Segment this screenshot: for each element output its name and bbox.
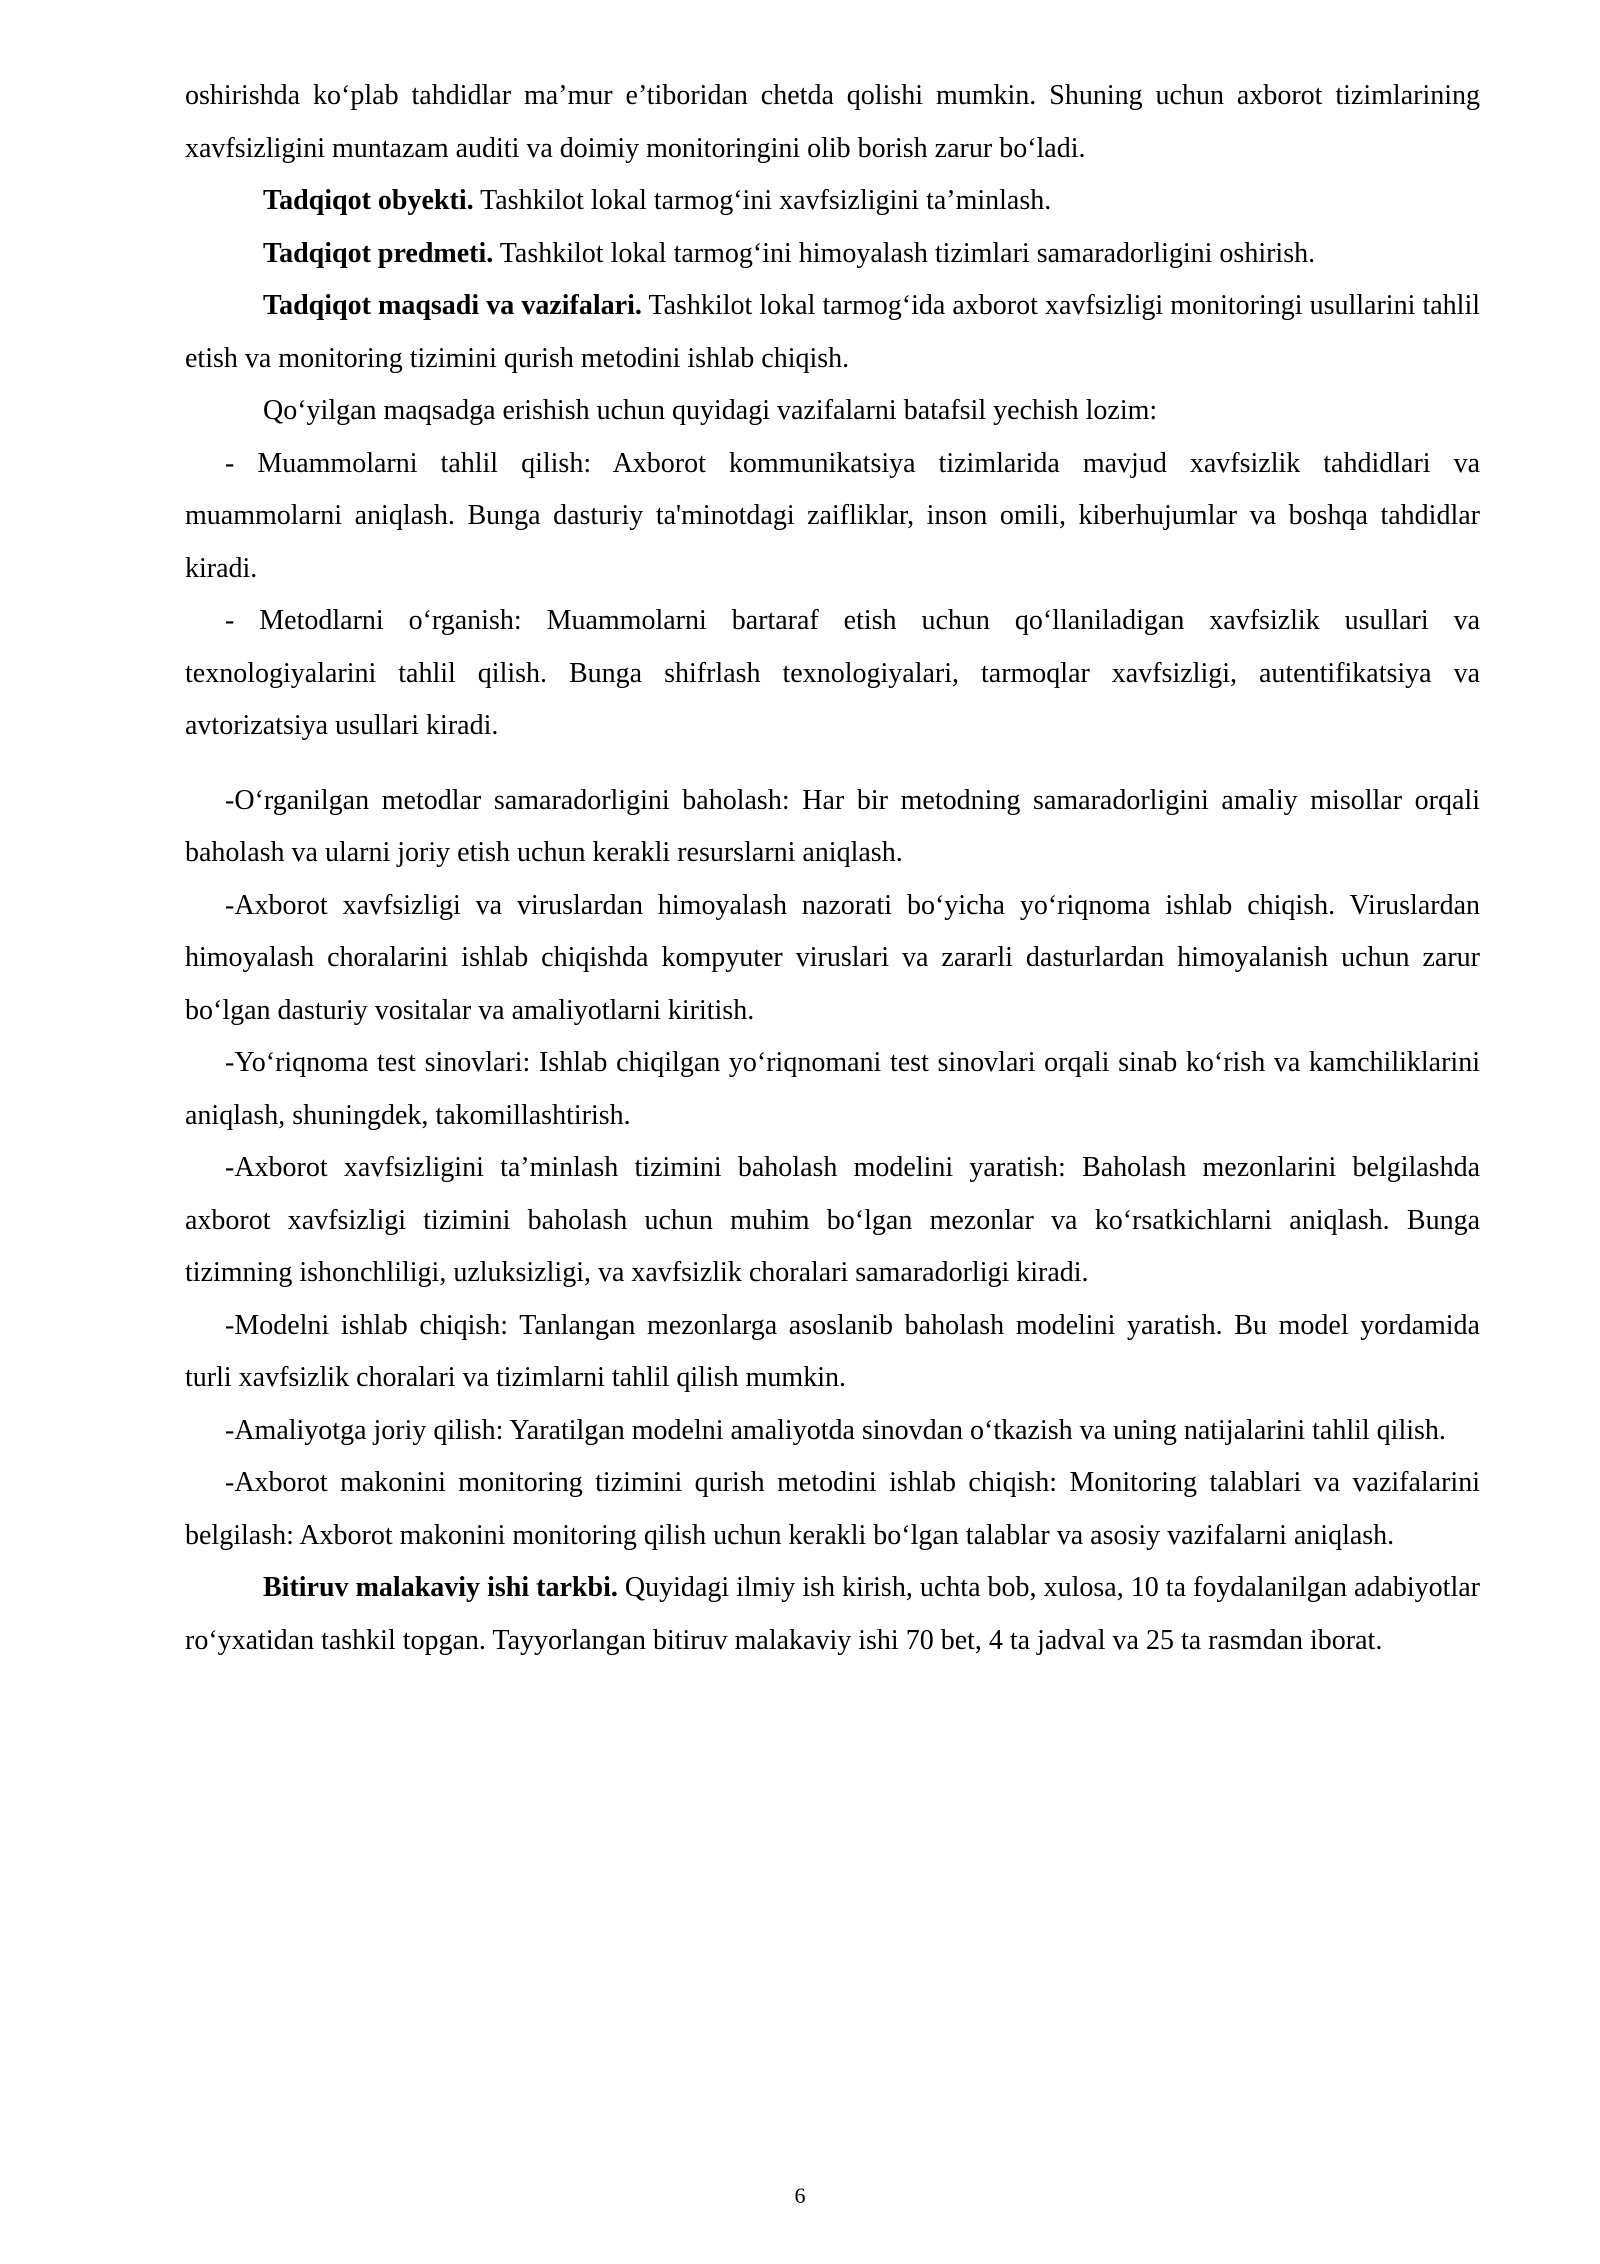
paragraph-research-object	[185, 175, 1480, 228]
paragraph-text: Tashkilot lokal tarmog‘ini himoyalash tizimlari samaradorligini oshirish.	[493, 237, 1316, 269]
paragraph-text: -Amaliyotga joriy qilish: Yaratilgan modelni amaliyotda sinovdan o‘tkazish va uning natijalarini tahlil qilish.	[225, 1414, 1446, 1446]
document-body	[185, 70, 1480, 1667]
paragraph-text: - Muammolarni tahlil qilish: Axborot kommunikatsiya tizimlarida mavjud xavfsizlik tahdidlari va muammolarni aniqlash. Bunga dasturiy ta'minotdagi zaifliklar, inson omili, kiberhujumlar va boshqa tahdidlar kiradi.	[185, 447, 1480, 584]
paragraph-text: -O‘rganilgan metodlar samaradorligini baholash: Har bir metodning samaradorligini amaliy misollar orqali baholash va ularni joriy etish uchun kerakli resurslarni aniqlash.	[185, 784, 1480, 868]
paragraph-lead: Tadqiqot maqsadi va vazifalari.	[263, 290, 642, 321]
paragraph-text: -Axborot makonini monitoring tizimini qurish metodini ishlab chiqish: Monitoring talablari va vazifalarini belgilash: Axborot makonini monitoring qilish uchun kerakli bo‘lgan talablar va asosiy vazifalarni aniqlash.	[185, 1467, 1480, 1551]
paragraph-text: - Metodlarni o‘rganish: Muammolarni bartaraf etish uchun qo‘llaniladigan xavfsizlik usullari va texnologiyalarini tahlil qilish. Bunga shifrlash texnologiyalari, tarmoqlar xavfsizligi, autentifikatsiya va avtorizatsiya usullari kiradi.	[185, 605, 1480, 741]
paragraph-intro-continuation	[185, 70, 1480, 175]
task-item	[185, 1037, 1480, 1142]
paragraph-text: Tashkilot lokal tarmog‘ini xavfsizligini ta’minlash.	[473, 185, 1052, 216]
task-item	[185, 1142, 1480, 1300]
paragraph-text: Quyidagi ilmiy ish kirish, uchta bob, xulosa, 10 ta foydalanilgan adabiyotlar ro‘yxatidan tashkil topgan. Tayyorlangan bitiruv malakaviy ishi 70 bet, 4 ta jadval va 25 ta rasmdan iborat.	[185, 1572, 1480, 1656]
paragraph-text: Tashkilot lokal tarmog‘ida axborot xavfsizligi monitoringi usullarini tahlil etish va monitoring tizimini qurish metodini ishlab chiqish.	[185, 290, 1481, 374]
task-item	[185, 595, 1480, 753]
page-number: 6	[794, 2183, 806, 2208]
paragraph-lead: Tadqiqot obyekti.	[263, 185, 474, 216]
paragraph-tasks-intro	[185, 385, 1480, 438]
paragraph-text: -Axborot xavfsizligi va viruslardan himoyalash nazorati bo‘yicha yo‘riqnoma ishlab chiqish. Viruslardan himoyalash choralarini ishlab chiqishda kompyuter viruslari va zararli dasturlardan himoyalanish uchun zarur bo‘lgan dasturiy vositalar va amaliyotlarni kiritish.	[185, 889, 1480, 1026]
paragraph-research-goal	[185, 280, 1480, 385]
paragraph-thesis-structure	[185, 1562, 1480, 1667]
task-item	[185, 1457, 1480, 1562]
paragraph-text: -Axborot xavfsizligini ta’minlash tizimini baholash modelini yaratish: Baholash mezonlarini belgilashda axborot xavfsizligi tizimini baholash uchun muhim bo‘lgan mezonlar va ko‘rsatkichlarni aniqlash. Bunga tizimning ishonchliligi, uzluksizligi, va xavfsizlik choralari samaradorligi kiradi.	[185, 1152, 1480, 1288]
paragraph-text: -Yo‘riqnoma test sinovlari: Ishlab chiqilgan yo‘riqnomani test sinovlari orqali sinab ko‘rish va kamchiliklarini aniqlash, shuningdek, takomillashtirish.	[185, 1047, 1480, 1131]
paragraph-text: -Modelni ishlab chiqish: Tanlangan mezonlarga asoslanib baholash modelini yaratish. Bu model yordamida turli xavfsizlik choralari va tizimlarni tahlil qilish mumkin.	[185, 1309, 1480, 1393]
paragraph-research-subject	[185, 228, 1480, 281]
paragraph-text: oshirishda ko‘plab tahdidlar ma’mur e’tiboridan chetda qolishi mumkin. Shuning uchun axborot tizimlarining xavfsizligini muntazam auditi va doimiy monitoringini olib borish zarur bo‘ladi.	[185, 80, 1480, 164]
paragraph-text: Qo‘yilgan maqsadga erishish uchun quyidagi vazifalarni batafsil yechish lozim:	[263, 395, 1158, 426]
task-item	[185, 775, 1480, 880]
paragraph-lead: Tadqiqot predmeti.	[263, 237, 494, 269]
task-item	[185, 1405, 1480, 1458]
task-item	[185, 880, 1480, 1038]
task-item	[185, 438, 1480, 596]
paragraph-lead: Bitiruv malakaviy ishi tarkbi.	[263, 1572, 618, 1603]
task-item	[185, 1300, 1480, 1405]
